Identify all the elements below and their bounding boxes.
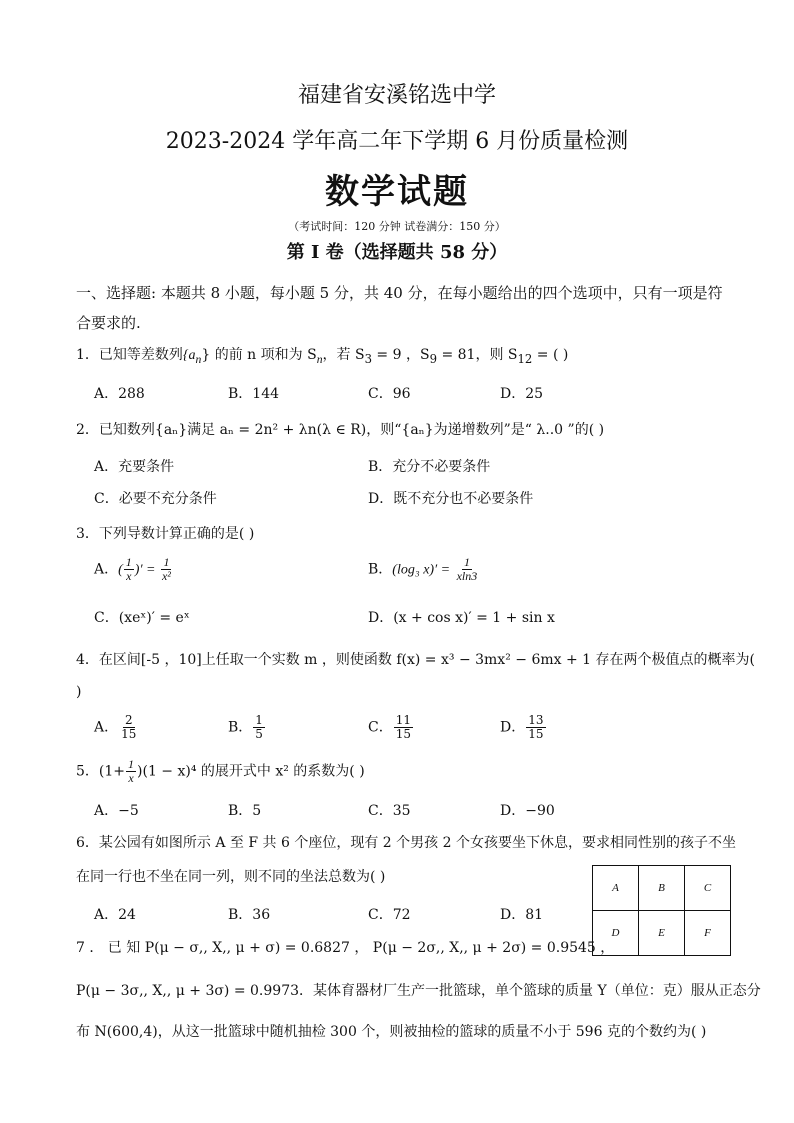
q3-option-a-part: )′ = [134, 562, 159, 578]
frac-denominator: 15 [395, 727, 411, 741]
q5-stem-part: )(1 − x)⁴ 的展开式中 x² 的系数为( ) [137, 763, 365, 780]
school-name: 福建省安溪铭选中学 [297, 83, 496, 108]
q3-option-b [368, 556, 480, 583]
q3-option-a [94, 556, 174, 583]
q5-option-c: C．35 [368, 803, 411, 819]
exam-info: （考试时间：120 分钟 试卷满分：150 分） [288, 220, 506, 233]
q6-option-b: B．36 [228, 907, 271, 923]
q1-stem-part: } 的前 n 项和为 S [201, 347, 317, 363]
q5-stem-part: 5．(1+ [76, 763, 126, 780]
frac-numerator: 1 [125, 555, 132, 569]
q4-option-frac [394, 714, 413, 741]
q3-option-b-part: (log₃ x)′ = [392, 562, 454, 578]
q4-option-c [368, 714, 414, 741]
q4-option-a [94, 714, 139, 741]
q1-stem-sub: 9 [429, 351, 437, 366]
q4-option-b [228, 714, 266, 741]
q4-option-label: B． [228, 719, 253, 736]
frac-numerator: 13 [528, 713, 544, 727]
q4-stem-end: ) [76, 684, 82, 700]
seat-cell: E [639, 911, 685, 956]
q7-stem-line2: P(μ − 3σ,, X,, μ + 3σ) = 0.9973．某体育器材厂生产一批篮球，单个篮球的质量 Y（单位：克）服从正态分 [76, 983, 761, 999]
section1-intro: 一、选择题: 本题共 8 小题，每小题 5 分，共 40 分，在每小题给出的四个选项中，只有一项是符合要求的. [76, 284, 723, 332]
frac-numerator: 2 [124, 713, 133, 727]
q1-stem [76, 344, 568, 366]
q3-option-c: C．(xeˣ)′ = eˣ [94, 610, 190, 626]
q4-option-label: C． [368, 719, 393, 736]
q3-option-a-part: ( [118, 562, 123, 578]
q7-stem-line1: 7 ． 已 知 P(μ − σ,, X,, μ + σ) = 0.6827 ， P(μ − 2σ,, X,, μ + 2σ) = 0.9545 ， [76, 940, 615, 956]
frac-denominator: 5 [255, 727, 263, 741]
q2-option-c: C．必要不充分条件 [94, 491, 217, 507]
frac-denominator: x² [161, 569, 171, 583]
seat-row [593, 866, 731, 911]
frac-denominator: 15 [121, 727, 137, 741]
q1-stem-part: = ( ) [532, 347, 569, 363]
q5-stem [76, 758, 365, 785]
q3-stem: 3．下列导数计算正确的是( ) [76, 526, 255, 542]
q4-option-frac [526, 714, 545, 741]
q5-frac [126, 758, 136, 785]
q1-option-c: C．96 [368, 386, 411, 402]
q1-stem-part: {a [182, 348, 196, 363]
q5-option-a: A．−5 [94, 803, 139, 819]
q4-option-frac [253, 714, 265, 741]
seat-cell: D [593, 911, 639, 956]
frac-denominator: xln3 [456, 569, 478, 583]
q3-option-a-label: A． [94, 561, 119, 578]
q1-option-a: A．288 [94, 386, 145, 402]
seat-cell: F [685, 911, 731, 956]
seat-cell: C [685, 866, 731, 911]
q2-option-b: B．充分不必要条件 [368, 459, 491, 475]
q1-stem-sub: 3 [364, 351, 372, 366]
q1-option-b: B．144 [228, 386, 280, 402]
frac-numerator: 1 [128, 757, 135, 771]
q1-stem-part: = 81，则 S [437, 347, 518, 363]
q4-option-label: A． [94, 719, 119, 736]
subject-title: 数学试题 [325, 172, 469, 212]
q1-stem-sub: n [316, 352, 323, 366]
q1-stem-sub: n [195, 352, 202, 366]
q1-option-d: D．25 [500, 386, 544, 402]
q5-option-d: D．−90 [500, 803, 555, 819]
q2-stem: 2．已知数列{aₙ}满足 aₙ = 2n² + λn(λ ∈ R)，则“{aₙ}为递增数列”是“ λ..0 ”的( ) [76, 422, 605, 438]
exam-title: 2023-2024 学年高二年下学期 6 月份质量检测 [165, 129, 629, 154]
frac-denominator: x [126, 569, 132, 583]
q7-stem-line3: 布 N(600,4)，从这一批篮球中随机抽检 300 个，则被抽检的篮球的质量不小于 596 克的个数约为( ) [76, 1024, 707, 1040]
q4-option-frac [119, 714, 138, 741]
q1-stem-sub: 12 [517, 351, 533, 366]
q4-option-label: D． [500, 719, 526, 736]
volume-heading: 第 I 卷（选择题共 58 分） [286, 242, 508, 263]
q3-option-a-frac [124, 556, 134, 583]
frac-denominator: x [128, 771, 134, 785]
q3-option-a-frac [160, 556, 173, 583]
q3-option-b-label: B． [368, 561, 393, 578]
q1-stem-part: 1．已知等差数列 [76, 347, 183, 363]
seat-cell: A [593, 866, 639, 911]
q6-stem-line2: 在同一行也不坐在同一列，则不同的坐法总数为( ) [76, 869, 386, 885]
frac-numerator: 1 [163, 555, 170, 569]
frac-numerator: 1 [255, 713, 263, 727]
q6-option-a: A．24 [94, 907, 136, 923]
q6-option-c: C．72 [368, 907, 411, 923]
q6-stem-line1: 6．某公园有如图所示 A 至 F 共 6 个座位，现有 2 个男孩 2 个女孩要坐下休息，要求相同性别的孩子不坐 [76, 835, 736, 851]
q2-option-a: A．充要条件 [94, 459, 175, 475]
q3-option-b-frac [455, 556, 480, 583]
q6-option-d: D．81 [500, 907, 544, 923]
frac-numerator: 1 [463, 555, 470, 569]
seat-cell: B [639, 866, 685, 911]
q4-stem: 4．在区间[-5 ，10]上任取一个实数 m ，则使函数 f(x) = x³ − 3mx² − 6mx + 1 存在两个极值点的概率为( [76, 652, 755, 668]
q2-option-d: D．既不充分也不必要条件 [368, 491, 534, 507]
frac-numerator: 11 [395, 713, 411, 727]
frac-denominator: 15 [528, 727, 544, 741]
q1-stem-part: = 9 ，S [371, 347, 430, 363]
q1-stem-part: ，若 S [322, 347, 365, 363]
q3-option-d: D．(x + cos x)′ = 1 + sin x [368, 610, 555, 626]
q5-option-b: B．5 [228, 803, 262, 819]
q4-option-d [500, 714, 547, 741]
